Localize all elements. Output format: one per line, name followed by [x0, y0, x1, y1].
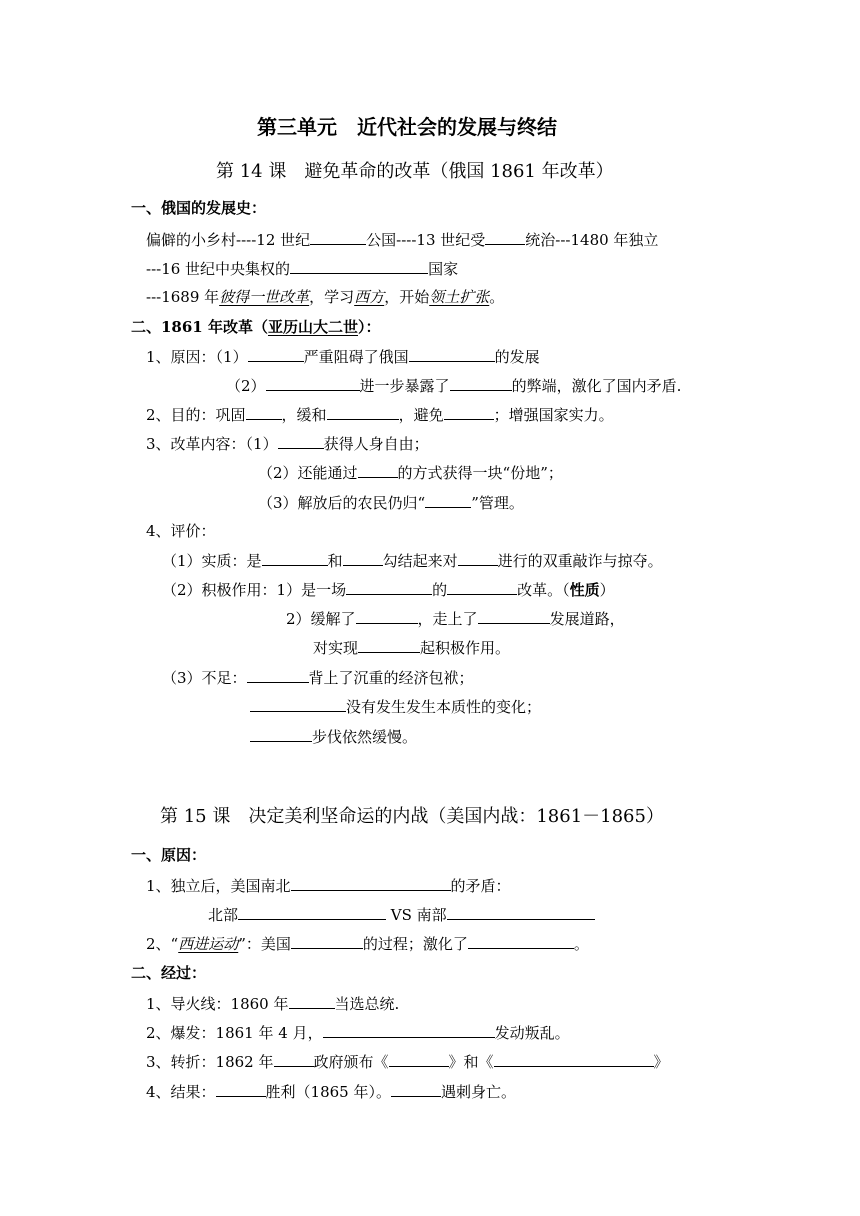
fill-blank[interactable] [358, 637, 420, 653]
process-text: 遇刺身亡。 [441, 1083, 517, 1101]
fill-blank[interactable] [216, 1081, 266, 1097]
history-text: 偏僻的小乡村----12 世纪 [146, 231, 311, 249]
section-heading-history: 一、俄国的发展史： [131, 199, 267, 217]
fill-blank[interactable] [485, 229, 525, 245]
content-text: 3、改革内容：（1） [146, 435, 278, 453]
purpose-line [146, 404, 614, 425]
answer-peter-reform: 彼得一世改革 [219, 288, 310, 306]
history-text: ，学习 [309, 288, 355, 306]
cause-text: 1、原因：（1） [146, 348, 248, 366]
causes-text: 的矛盾： [450, 877, 511, 895]
fill-blank[interactable] [447, 579, 517, 595]
lesson-14-title: 第 14 课 避免革命的改革（俄国 1861 年改革） [216, 161, 614, 182]
fill-blank[interactable] [447, 904, 595, 920]
cause-text: （2） [226, 377, 266, 395]
answer-west: 西方 [354, 288, 385, 306]
history-line-2 [146, 258, 458, 279]
eval-nature: 性质 [569, 581, 600, 599]
eval-text: 2）缓解了 [286, 610, 356, 628]
process-text: 》和《 [448, 1053, 494, 1071]
deficiency-line-1 [162, 667, 474, 688]
eval-text: ） [599, 581, 615, 599]
fill-blank[interactable] [343, 550, 383, 566]
history-text: ---1689 年 [146, 288, 220, 306]
content-line-3 [258, 492, 524, 513]
history-text: 国家 [428, 260, 459, 278]
content-text: （2）还能通过 [258, 464, 358, 482]
fill-blank[interactable] [358, 462, 398, 478]
content-line-2 [258, 462, 563, 483]
causes-text: 1、独立后，美国南北 [146, 877, 291, 895]
history-text: 统治---1480 年独立 [525, 231, 659, 249]
cause-text: 的弊端，激化了国内矛盾. [511, 377, 682, 395]
process-line-2 [146, 1022, 570, 1043]
fill-blank[interactable] [327, 404, 399, 420]
causes-text: ”：美国 [238, 935, 291, 953]
answer-alexander: 亚历山大二世 [267, 318, 358, 336]
content-text: ”管理。 [471, 494, 524, 512]
process-text: 1、导火线：1860 年 [146, 995, 289, 1013]
fill-blank[interactable] [450, 375, 512, 391]
cause-text: 进一步暴露了 [359, 377, 450, 395]
fill-blank[interactable] [478, 608, 550, 624]
evaluation-heading: 4、评价： [146, 522, 216, 540]
answer-expansion: 领土扩张 [429, 288, 490, 306]
eval-text: 发展道路， [549, 610, 625, 628]
evaluation-line-3 [286, 608, 625, 629]
deficiency-text: 没有发生发生本质性的变化； [346, 698, 542, 716]
deficiency-line-2 [250, 696, 541, 717]
causes-text: 的过程；激化了 [362, 935, 468, 953]
history-text: ，开始 [384, 288, 430, 306]
heading-text: 二、1861 年改革（ [131, 318, 268, 336]
history-text: 公国----13 世纪受 [366, 231, 486, 249]
process-text: 当选总统. [334, 995, 400, 1013]
fill-blank[interactable] [247, 667, 309, 683]
content-text: （3）解放后的农民仍归“ [258, 494, 426, 512]
process-text: 》 [653, 1053, 669, 1071]
history-line-3 [146, 287, 504, 307]
content-text: 的方式获得一块“份地”； [397, 464, 563, 482]
fill-blank[interactable] [458, 550, 498, 566]
evaluation-line-1 [162, 550, 663, 571]
causes-text: 2、“ [146, 935, 179, 953]
eval-text: 起积极作用。 [420, 639, 511, 657]
eval-text: 和 [327, 552, 343, 570]
process-text: 3、转折：1862 年 [146, 1053, 274, 1071]
eval-text: 改革。（ [517, 581, 570, 599]
cause-line-2 [226, 375, 681, 396]
process-line-3 [146, 1051, 669, 1072]
fill-blank[interactable] [444, 404, 494, 420]
history-line-1 [146, 229, 658, 250]
fill-blank[interactable] [391, 1081, 441, 1097]
eval-text: 勾结起来对 [382, 552, 458, 570]
unit-title: 第三单元 近代社会的发展与终结 [257, 115, 557, 139]
process-text: 4、结果： [146, 1083, 216, 1101]
purpose-text: ，缓和 [281, 406, 327, 424]
eval-text: （1）实质：是 [162, 552, 262, 570]
fill-blank[interactable] [246, 404, 282, 420]
answer-westward: 西进运动 [178, 935, 239, 953]
causes-text: 。 [573, 935, 589, 953]
fill-blank[interactable] [310, 229, 366, 245]
heading-text: ）： [358, 318, 381, 336]
content-line-1 [146, 433, 429, 454]
purpose-text: ，避免 [398, 406, 444, 424]
eval-text: （2）积极作用：1）是一场 [162, 581, 347, 599]
cause-text: 严重阻碍了俄国 [303, 348, 409, 366]
eval-text: 进行的双重敲诈与掠夺。 [497, 552, 663, 570]
fill-blank[interactable] [409, 346, 495, 362]
fill-blank[interactable] [291, 875, 451, 891]
fill-blank[interactable] [274, 1051, 314, 1067]
process-text: 2、爆发：1861 年 4 月， [146, 1024, 323, 1042]
section-heading-process: 二、经过： [131, 964, 207, 982]
cause-line-1 [146, 346, 540, 367]
fill-blank[interactable] [250, 696, 346, 712]
eval-text: 对实现 [313, 639, 359, 657]
fill-blank[interactable] [278, 433, 324, 449]
cause-text: 的发展 [494, 348, 540, 366]
deficiency-line-3 [250, 726, 417, 747]
history-text: ---16 世纪中央集权的 [146, 260, 291, 278]
fill-blank[interactable] [250, 726, 312, 742]
eval-text: ，走上了 [417, 610, 478, 628]
fill-blank[interactable] [262, 550, 328, 566]
deficiency-text: 步伐依然缓慢。 [312, 728, 418, 746]
fill-blank[interactable] [494, 1051, 654, 1067]
causes-text: 北部 [208, 906, 239, 924]
causes-text: VS 南部 [390, 906, 447, 924]
evaluation-line-2 [162, 579, 615, 600]
process-text: 胜利（1865 年）。 [265, 1083, 391, 1101]
process-text: 政府颁布《 [313, 1053, 389, 1071]
causes-line-2 [208, 904, 595, 925]
fill-blank[interactable] [468, 933, 574, 949]
fill-blank[interactable] [248, 346, 304, 362]
eval-text: 的 [432, 581, 448, 599]
fill-blank[interactable] [323, 1022, 495, 1038]
content-text: 获得人身自由； [323, 435, 429, 453]
history-text: 。 [489, 288, 505, 306]
deficiency-text: （3）不足： [162, 669, 247, 687]
process-text: 发动叛乱。 [494, 1024, 570, 1042]
fill-blank[interactable] [291, 933, 363, 949]
fill-blank[interactable] [290, 258, 428, 274]
deficiency-text: 背上了沉重的经济包袱； [308, 669, 474, 687]
causes-line-3 [146, 933, 589, 954]
section-heading-reform [131, 317, 381, 337]
purpose-text: 2、目的：巩固 [146, 406, 246, 424]
fill-blank[interactable] [289, 993, 335, 1009]
purpose-text: ；增强国家实力。 [493, 406, 614, 424]
process-line-4 [146, 1081, 516, 1102]
process-line-1 [146, 993, 399, 1014]
fill-blank[interactable] [425, 492, 471, 508]
fill-blank[interactable] [238, 904, 386, 920]
section-heading-causes: 一、原因： [131, 846, 207, 864]
fill-blank[interactable] [389, 1051, 449, 1067]
fill-blank[interactable] [266, 375, 360, 391]
fill-blank[interactable] [346, 579, 432, 595]
fill-blank[interactable] [356, 608, 418, 624]
lesson-15-title: 第 15 课 决定美利坚命运的内战（美国内战：1861－1865） [160, 806, 664, 827]
evaluation-line-4 [313, 637, 510, 658]
causes-line-1 [146, 875, 511, 896]
